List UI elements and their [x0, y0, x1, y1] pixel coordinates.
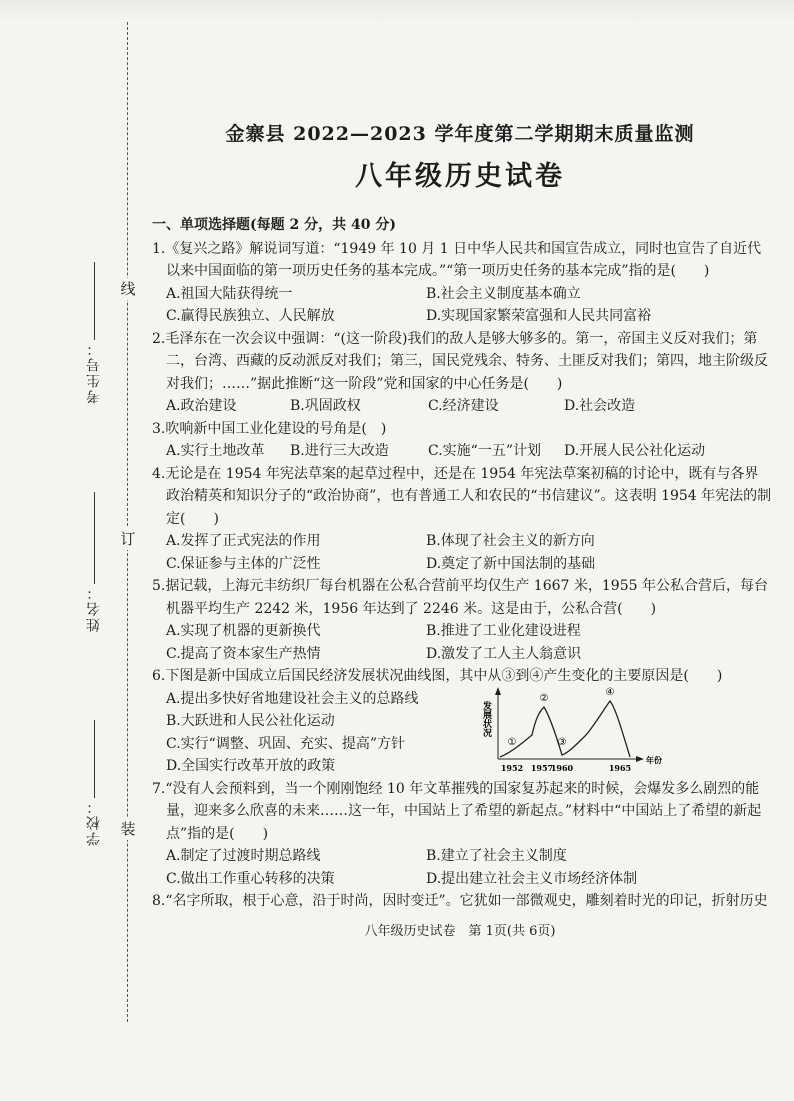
name-blank[interactable] — [94, 492, 95, 584]
option-d[interactable]: D.开展人民公社化运动 — [564, 443, 706, 459]
question-area — [152, 214, 772, 913]
school-label: 学校： — [86, 798, 102, 846]
option-c[interactable]: C.赢得民族独立、人民解放 — [166, 308, 335, 324]
x-axis-arrow — [636, 756, 644, 762]
name-label: 姓名： — [86, 584, 102, 632]
question-8 — [152, 890, 772, 913]
x-tick-label: 1960 — [550, 763, 574, 773]
question-stem: 3.吹响新中国工业化建设的号角是( ) — [152, 420, 387, 437]
exam-title: 金寨县 2022—2023 学年度第二学期期末质量监测 — [225, 123, 695, 145]
x-axis-label: 年份 — [646, 755, 662, 765]
question-stem: 8.“名字所取，根于心意，沿于时尚，因时变迁”。它犹如一部微观史，雕刻着时光的印记，折射历史 — [152, 893, 768, 909]
option-d[interactable]: D.社会改造 — [564, 398, 636, 414]
stage-marker: ① — [507, 737, 517, 748]
question-stem: 1.《复兴之路》解说词写道：“1949 年 10 月 1 日中华人民共和国宣告成立，同时也宣告了自近代以来中国面临的第一项历史任务的基本完成。”“第一项历史任务的基本完成”指的是( ) — [152, 240, 762, 279]
binding-char-install: 装 — [117, 818, 139, 840]
binding-char-order: 订 — [117, 528, 139, 550]
development-curve — [500, 701, 630, 757]
stage-marker: ② — [539, 693, 549, 704]
option-b[interactable]: B.巩固政权 — [290, 398, 361, 414]
x-tick-label: 1957 — [530, 763, 554, 773]
school-blank[interactable] — [94, 720, 95, 798]
question-7 — [152, 778, 772, 891]
option-c[interactable]: C.实行“调整、巩固、充实、提高”方针 — [166, 735, 405, 752]
binding-dashed-line — [127, 22, 128, 1022]
y-axis-label: 发展状况 — [481, 701, 491, 737]
exam-number-blank[interactable] — [94, 262, 95, 340]
option-a[interactable]: A.政治建设 — [166, 398, 237, 414]
exam-number-field[interactable] — [84, 262, 104, 404]
question-stem: 2.毛泽东在一次会议中强调：“(这一阶段)我们的敌人是够大够多的。第一，帝国主义反对我们；第二，台湾、西藏的反动派反对我们；第三，国民党残余、特务、土匪反对我们；第四，地主阶级反对我们；……”据此推断“这一阶段”党和国家的中心任务是( ) — [152, 330, 768, 392]
option-a[interactable]: A.实行土地改革 — [166, 443, 265, 459]
option-d[interactable]: D.激发了工人主人翁意识 — [426, 645, 582, 662]
option-d[interactable]: D.实现国家繁荣富强和人民共同富裕 — [426, 308, 652, 324]
question-5 — [152, 575, 772, 665]
option-a[interactable]: A.提出多快好省地建设社会主义的总路线 — [166, 690, 419, 707]
option-d[interactable]: D.提出建立社会主义市场经济体制 — [426, 870, 638, 887]
option-d[interactable]: D.全国实行改革开放的政策 — [166, 758, 336, 774]
name-field[interactable] — [84, 492, 104, 632]
option-a[interactable]: A.实现了机器的更新换代 — [166, 623, 321, 639]
option-c[interactable]: C.保证参与主体的广泛性 — [166, 555, 321, 572]
question-stem: 5.据记载，上海元丰纺织厂每台机器在公私合营前平均仅生产 1667 米，1955 年公私合营后，每台机器平均生产 2242 米，1956 年达到了 2246 米。这是由于，公私合营( ) — [152, 578, 768, 617]
economy-line-chart — [481, 687, 740, 773]
x-tick-label: 1965 — [608, 763, 632, 773]
option-b[interactable]: B.体现了社会主义的新方向 — [426, 533, 595, 549]
option-c[interactable]: C.经济建设 — [428, 398, 499, 414]
question-stem: 4.无论是在 1954 年宪法草案的起草过程中，还是在 1954 年宪法草案初稿的讨论中，既有与各界政治精英和知识分子的“政治协商”，也有普通工人和农民的“书信建议”。这表明 1954 年宪法的制定( ) — [152, 465, 772, 527]
question-1 — [152, 238, 772, 328]
exam-number-label: 考生号： — [86, 340, 102, 404]
option-a[interactable]: A.发挥了正式宪法的作用 — [166, 533, 321, 549]
question-stem: 7.“没有人会预料到，当一个刚刚饱经 10 年文革摧残的国家复苏起来的时候，会爆发多么剧烈的能量，迎来多么欣喜的未来……这一年，中国站上了希望的新起点。”材料中“中国站上了希望的新起点”指的是( ) — [152, 780, 762, 842]
exam-subtitle: 八年级历史试卷 — [355, 161, 565, 192]
school-field[interactable] — [84, 720, 104, 846]
page-footer: 八年级历史试卷 第 1页(共 6页) — [364, 924, 556, 939]
option-c[interactable]: C.提高了资本家生产热情 — [166, 645, 321, 662]
option-b[interactable]: B.建立了社会主义制度 — [426, 848, 567, 864]
question-stem: 6.下图是新中国成立后国民经济发展状况曲线图，其中从③到④产生变化的主要原因是( ) — [152, 668, 723, 684]
option-b[interactable]: B.社会主义制度基本确立 — [426, 285, 581, 302]
binding-char-line: 线 — [117, 278, 139, 300]
option-d[interactable]: D.奠定了新中国法制的基础 — [426, 555, 596, 572]
section-heading: 一、单项选择题(每题 2 分，共 40 分) — [152, 217, 396, 233]
scan-top-edge — [0, 0, 794, 22]
y-axis-arrow — [495, 687, 501, 695]
question-4 — [152, 463, 772, 576]
question-2 — [152, 328, 772, 418]
option-a[interactable]: A.祖国大陆获得统一 — [166, 285, 293, 302]
option-c[interactable]: C.实施“一五”计划 — [428, 443, 541, 459]
question-6 — [152, 665, 772, 778]
option-b[interactable]: B.推进了工业化建设进程 — [426, 623, 581, 639]
option-b[interactable]: B.进行三大改造 — [290, 443, 389, 459]
option-a[interactable]: A.制定了过渡时期总路线 — [166, 848, 321, 864]
option-b[interactable]: B.大跃进和人民公社化运动 — [166, 713, 335, 729]
stage-marker: ③ — [557, 737, 567, 748]
question-3 — [152, 418, 772, 463]
option-c[interactable]: C.做出工作重心转移的决策 — [166, 870, 335, 887]
stage-marker: ④ — [605, 687, 615, 698]
x-tick-label: 1952 — [500, 763, 524, 773]
